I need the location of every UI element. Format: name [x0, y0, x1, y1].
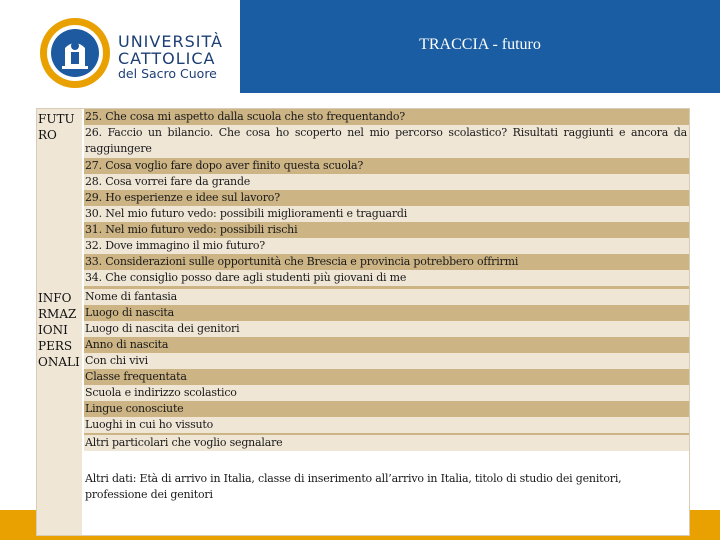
- logo-line-3: del Sacro Cuore: [118, 66, 217, 81]
- left-label: IONI: [38, 323, 68, 337]
- question-row: 27. Cosa voglio fare dopo aver finito questa scuola?: [85, 159, 364, 172]
- info-row: Luogo di nascita dei genitori: [85, 322, 240, 335]
- question-row: 29. Ho esperienze e idee sul lavoro?: [85, 191, 280, 204]
- question-row: 25. Che cosa mi aspetto dalla scuola che sto frequentando?: [85, 110, 405, 123]
- left-label: RO: [38, 128, 57, 142]
- question-row: 26. Faccio un bilancio. Che cosa ho scoperto nel mio percorso scolastico? Risultati raggiunti e ancora da raggiungere: [85, 126, 687, 155]
- info-row: Lingue conosciute: [85, 402, 184, 415]
- info-row: Nome di fantasia: [85, 290, 177, 303]
- left-label: RMAZ: [38, 307, 77, 321]
- logo-line-1: UNIVERSITÀ: [118, 32, 223, 51]
- info-row: Altri particolari che voglio segnalare: [85, 436, 283, 449]
- logo-area: [0, 0, 240, 93]
- question-row: 33. Considerazioni sulle opportunità che Brescia e provincia potrebbero offrirmi: [85, 255, 519, 268]
- info-row: Luogo di nascita: [85, 306, 174, 319]
- info-row: Scuola e indirizzo scolastico: [85, 386, 237, 399]
- info-row: Con chi vivi: [85, 354, 148, 367]
- question-row: 31. Nel mio futuro vedo: possibili rischi: [85, 223, 298, 236]
- page-title: TRACCIA - futuro: [419, 36, 541, 53]
- question-row: 28. Cosa vorrei fare da grande: [85, 175, 251, 188]
- section-label-futuro: [38, 111, 82, 143]
- question-row: 32. Dove immagino il mio futuro?: [85, 239, 265, 252]
- left-label: FUTU: [38, 112, 75, 126]
- university-seal-icon: [38, 16, 112, 90]
- left-label: ONALI: [38, 355, 80, 369]
- section-label-column: [37, 109, 82, 535]
- left-label: PERS: [38, 339, 73, 353]
- info-row: Classe frequentata: [85, 370, 187, 383]
- university-logo-text: [118, 34, 223, 82]
- section-label-info-personali: [38, 290, 82, 370]
- info-row: Luoghi in cui ho vissuto: [85, 418, 214, 431]
- logo-line-2: CATTOLICA: [118, 49, 216, 68]
- left-label: INFO: [38, 291, 72, 305]
- title-banner: [240, 0, 720, 93]
- info-row: Anno di nascita: [85, 338, 169, 351]
- question-row: 30. Nel mio futuro vedo: possibili miglioramenti e traguardi: [85, 207, 408, 220]
- traccia-table: [36, 108, 690, 536]
- altri-dati-note: Altri dati: Età di arrivo in Italia, classe di inserimento all’arrivo in Italia, titolo di studio dei genitori, professione dei genitori: [85, 472, 622, 501]
- question-row: 34. Che consiglio posso dare agli studenti più giovani di me: [85, 271, 407, 284]
